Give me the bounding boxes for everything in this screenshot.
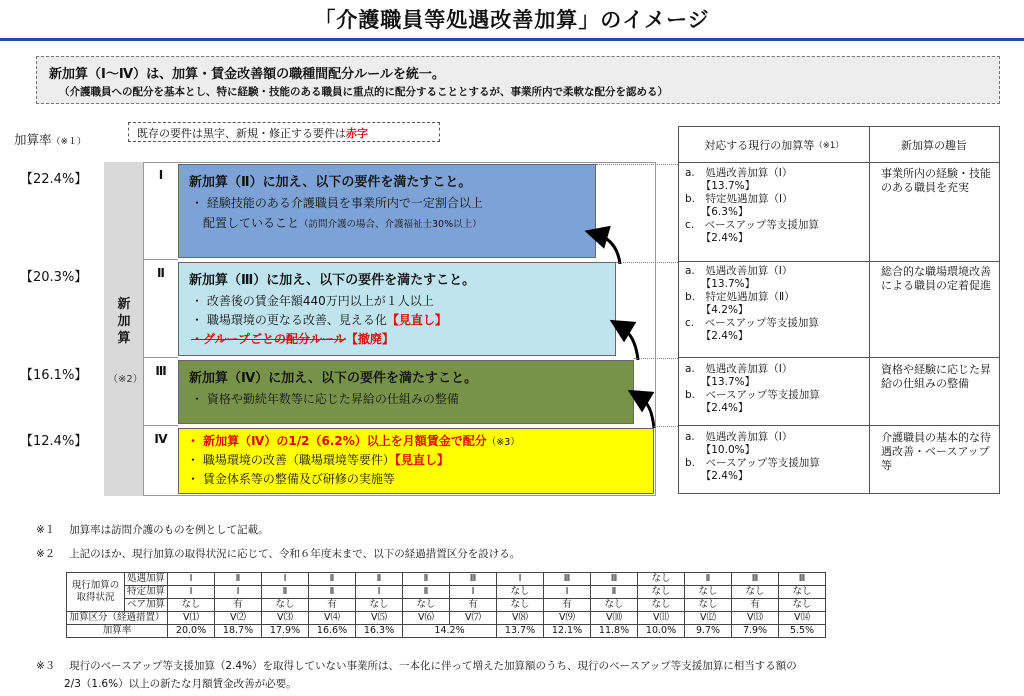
rtable-row2-current xyxy=(685,265,819,343)
rtable-row1-aim: 事業所内の経験・技能のある職員を充実 xyxy=(881,167,991,194)
status-cell: Ⅲ xyxy=(779,573,826,586)
rtable-row4-aim: 介護職員の基本的な待遇改善・ベースアップ等 xyxy=(881,431,991,472)
status-cell: なし xyxy=(732,586,779,599)
rate-cell: 20.0% xyxy=(168,625,215,638)
status-cell: Ⅰ xyxy=(450,586,497,599)
status-cell: Ⅰ xyxy=(168,586,215,599)
tier-2-bullet-1: ・ 改善後の賃金年額440万円以上が１人以上 xyxy=(191,294,434,308)
r4c2: b. ベースアップ等支援加算 xyxy=(685,457,820,469)
status-cell: Ⅴ⑾ xyxy=(638,612,685,625)
rtable-hline-1 xyxy=(679,261,999,262)
tier-2-box xyxy=(178,262,616,356)
r2c1: 【13.7%】 xyxy=(685,278,756,290)
r2c3: 【4.2%】 xyxy=(685,304,749,316)
status-cell: Ⅴ⑽ xyxy=(591,612,638,625)
current-addition-table xyxy=(678,126,1000,494)
status-cell: Ⅰ xyxy=(215,586,262,599)
tier-4-revise: 【見直し】 xyxy=(394,453,449,467)
rtable-h1: 対応する現行の加算等 xyxy=(704,138,815,152)
rate-cell: 12.1% xyxy=(544,625,591,638)
arrow-4-to-3 xyxy=(638,396,654,428)
status-cell: Ⅱ xyxy=(403,573,450,586)
status-cell: Ⅲ xyxy=(544,573,591,586)
rtable-row1-current xyxy=(685,167,819,245)
status-cell: 有 xyxy=(309,599,356,612)
r1c0: a. 処遇改善加算（Ⅰ） xyxy=(685,167,793,179)
status-cell: なし xyxy=(685,586,732,599)
status-cell: 有 xyxy=(450,599,497,612)
r1c2: b. 特定処遇加算（Ⅰ） xyxy=(685,193,793,205)
status-cell: Ⅱ xyxy=(309,573,356,586)
status-cell: Ⅱ xyxy=(262,586,309,599)
tier-2-bullet-2 xyxy=(191,312,447,329)
status-cell: なし xyxy=(638,586,685,599)
legend-text: 既存の要件は黒字、新規・修正する要件は xyxy=(137,127,346,140)
status-cell: なし xyxy=(779,586,826,599)
status-cell: Ⅴ⑵ xyxy=(215,612,262,625)
rate-tier3: 【16.1%】 xyxy=(20,368,88,383)
tier-3-box xyxy=(178,360,634,424)
tier-2-bullet-3 xyxy=(191,331,394,348)
summary-line1: 新加算（Ⅰ～Ⅳ）は、加算・賃金改善額の職種間配分ルールを統一。 xyxy=(49,67,445,82)
roman-2: Ⅱ xyxy=(144,260,178,358)
rate-label-text: 加算率 xyxy=(14,132,52,147)
tier-3-bullet-1: ・ 資格や勤続年数等に応じた昇給の仕組みの整備 xyxy=(191,392,459,406)
footnote-3b: 2/3（1.6%）以上の新たな月額賃金改善が必要。 xyxy=(64,678,297,690)
status-cell: Ⅴ⑸ xyxy=(356,612,403,625)
r4c3: 【2.4%】 xyxy=(685,470,749,482)
tier-2-revise: 【見直し】 xyxy=(386,313,447,327)
roman-1: Ⅰ xyxy=(144,162,178,260)
tier-1-bullet-2 xyxy=(191,215,482,233)
status-cell: Ⅰ xyxy=(544,586,591,599)
rtable-row3-aim: 資格や経験に応じた昇給の仕組みの整備 xyxy=(881,363,991,390)
dot-line-2 xyxy=(616,262,678,263)
rate-cell: 7.9% xyxy=(732,625,779,638)
status-row xyxy=(67,599,826,612)
r3c1: 【13.7%】 xyxy=(685,376,756,388)
footnote-1: ※１ 加算率は訪問介護のものを例として記載。 xyxy=(36,524,269,536)
footnote-2: ※２ 上記のほか、現行加算の取得状況に応じて、令和６年度末まで、以下の経過措置区分を設ける。 xyxy=(36,548,521,560)
tier-4-red-note: （※3） xyxy=(486,437,520,448)
rate-cell: 17.9% xyxy=(262,625,309,638)
status-cell: なし xyxy=(403,599,450,612)
arrow-3-to-2 xyxy=(620,326,638,360)
rate-label-note: （※１） xyxy=(51,137,87,147)
status-cell: なし xyxy=(497,586,544,599)
r2c2: b. 特定処遇加算（Ⅱ） xyxy=(685,291,795,303)
title-underline xyxy=(0,38,1024,41)
status-cell: なし xyxy=(168,599,215,612)
transition-table xyxy=(66,572,826,638)
status-group-label: 現行加算の取得状況 xyxy=(67,573,125,612)
rate-cell: 14.2% xyxy=(403,625,497,638)
status-cell: 有 xyxy=(732,599,779,612)
status-cell: Ⅱ xyxy=(309,586,356,599)
status-cell: Ⅰ xyxy=(168,573,215,586)
status-row xyxy=(67,625,826,638)
rate-cell: 10.0% xyxy=(638,625,685,638)
r3c3: 【2.4%】 xyxy=(685,402,749,414)
tier-4-red-text: ・ 新加算（Ⅳ）の1/2（6.2%）以上を月額賃金で配分 xyxy=(187,434,487,448)
status-cell: なし xyxy=(591,599,638,612)
status-cell: Ⅴ⑶ xyxy=(262,612,309,625)
rate-cell: 16.6% xyxy=(309,625,356,638)
rtable-h1-note: （※1） xyxy=(814,140,844,151)
dot-line-1 xyxy=(596,164,678,165)
r3c2: b. ベースアップ等支援加算 xyxy=(685,389,820,401)
tier-1-bullet-2-text: 配置していること xyxy=(191,216,300,230)
rate-tier2: 【20.3%】 xyxy=(20,270,88,285)
status-cell: Ⅴ⑿ xyxy=(685,612,732,625)
rate-cell: 9.7% xyxy=(685,625,732,638)
tier-4-bullet-1 xyxy=(187,452,449,469)
status-cell: Ⅱ xyxy=(215,573,262,586)
status-cell: Ⅴ⑺ xyxy=(450,612,497,625)
status-row xyxy=(67,573,826,586)
side-note: （※2） xyxy=(108,374,143,385)
rate-cell: 13.7% xyxy=(497,625,544,638)
side-label: 新加算 xyxy=(117,297,131,346)
status-cell: Ⅲ xyxy=(732,573,779,586)
rtable-row4-current xyxy=(685,431,820,483)
status-cell: なし xyxy=(638,599,685,612)
rtable-row3-current xyxy=(685,363,820,415)
rtable-hline-2 xyxy=(679,357,999,358)
status-cell: Ⅴ⑹ xyxy=(403,612,450,625)
status-cell: Ⅴ⑼ xyxy=(544,612,591,625)
summary-box xyxy=(36,56,1000,104)
tier-2-bullet-2-text: ・ 職場環境の更なる改善、見える化 xyxy=(191,313,387,327)
tier-1-bullet-1: ・ 経験技能のある介護職員を事業所内で一定割合以上 xyxy=(191,196,483,210)
status-cell: 有 xyxy=(215,599,262,612)
summary-line2: （介護職員への配分を基本とし、特に経験・技能のある職員に重点的に配分することとするが、事業所内で柔軟な配分を認める） xyxy=(59,86,668,98)
r2c0: a. 処遇改善加算（Ⅰ） xyxy=(685,265,793,277)
dot-line-3 xyxy=(634,358,678,359)
status-row xyxy=(67,612,826,625)
tier-2-abolish: 【撤廃】 xyxy=(345,332,394,346)
status-cell: Ⅴ⑷ xyxy=(309,612,356,625)
status-cell: Ⅴ⒀ xyxy=(732,612,779,625)
status-row-label: 加算率 xyxy=(67,625,168,638)
status-cell: なし xyxy=(356,599,403,612)
rate-tier1: 【22.4%】 xyxy=(20,172,88,187)
status-cell: Ⅴ⒁ xyxy=(779,612,826,625)
r2c4: c. ベースアップ等支援加算 xyxy=(685,317,819,329)
tier-1-box xyxy=(178,164,596,258)
r4c0: a. 処遇改善加算（Ⅰ） xyxy=(685,431,793,443)
roman-3: Ⅲ xyxy=(144,358,178,426)
r2c5: 【2.4%】 xyxy=(685,330,749,342)
status-cell: Ⅰ xyxy=(497,573,544,586)
arrow-2-to-1 xyxy=(596,234,620,264)
status-cell: Ⅴ⑻ xyxy=(497,612,544,625)
status-cell: 有 xyxy=(544,599,591,612)
rate-cell: 16.3% xyxy=(356,625,403,638)
tier-1-note: （訪問介護の場合、介護福祉士30%以上） xyxy=(299,219,482,230)
status-cell: Ⅱ xyxy=(591,586,638,599)
tier-4-bullet-2: ・ 賃金体系等の整備及び研修の実施等 xyxy=(187,472,395,486)
rtable-header-current xyxy=(679,127,869,163)
rate-cell: 18.7% xyxy=(215,625,262,638)
rate-tier4: 【12.4%】 xyxy=(20,434,88,449)
status-cell: Ⅲ xyxy=(591,573,638,586)
status-cell: なし xyxy=(779,599,826,612)
roman-4: Ⅳ xyxy=(154,432,168,446)
status-cell: Ⅴ⑴ xyxy=(168,612,215,625)
status-cell: Ⅱ xyxy=(356,573,403,586)
r1c1: 【13.7%】 xyxy=(685,180,756,192)
upgrade-arrows xyxy=(580,214,670,434)
status-cell: なし xyxy=(685,599,732,612)
rtable-hline-3 xyxy=(679,425,999,426)
dot-line-4 xyxy=(654,426,678,427)
status-cell: Ⅱ xyxy=(403,586,450,599)
rate-cell: 5.5% xyxy=(779,625,826,638)
rate-label xyxy=(14,130,86,148)
legend-red-text: 赤字 xyxy=(346,127,368,140)
status-cell: なし xyxy=(497,599,544,612)
legend-box xyxy=(128,122,440,142)
tier-4-box xyxy=(178,428,654,494)
rtable-header-aim: 新加算の趣旨 xyxy=(869,127,999,163)
status-cell: なし xyxy=(638,573,685,586)
r3c0: a. 処遇改善加算（Ⅰ） xyxy=(685,363,793,375)
footnote-3a: ※３ 現行のベースアップ等支援加算（2.4%）を取得していない事業所は、一本化に伴って増えた加算額のうち、現行のベースアップ等支援加算に相当する額の xyxy=(36,660,797,672)
status-cell: なし xyxy=(262,599,309,612)
tier-1-header: 新加算（Ⅱ）に加え、以下の要件を満たすこと。 xyxy=(189,175,472,190)
status-cell: Ⅲ xyxy=(450,573,497,586)
status-row-label: 処遇加算 xyxy=(125,573,168,586)
status-cell: Ⅱ xyxy=(685,573,732,586)
status-row-label: ベア加算 xyxy=(125,599,168,612)
page-title: 「介護職員等処遇改善加算」のイメージ xyxy=(314,8,710,32)
tier-3-header: 新加算（Ⅳ）に加え、以下の要件を満たすこと。 xyxy=(189,371,478,386)
status-row xyxy=(67,586,826,599)
r1c3: 【6.3%】 xyxy=(685,206,749,218)
tier-4-bullet-1-text: ・ 職場環境の改善（職場環境等要件） xyxy=(187,453,395,467)
r1c4: c. ベースアップ等支援加算 xyxy=(685,219,819,231)
tier-2-strike: ・グループごとの配分ルール xyxy=(191,332,346,346)
rtable-vline xyxy=(869,127,870,493)
status-cell: Ⅰ xyxy=(356,586,403,599)
r1c5: 【2.4%】 xyxy=(685,232,749,244)
rate-cell: 11.8% xyxy=(591,625,638,638)
rtable-row2-aim: 総合的な職場環境改善による職員の定着促進 xyxy=(881,265,991,292)
status-row-label: 加算区分（経過措置） xyxy=(67,612,168,625)
status-cell: Ⅰ xyxy=(262,573,309,586)
status-row-label: 特定加算 xyxy=(125,586,168,599)
tier-4-red-bullet xyxy=(187,433,520,451)
r4c1: 【10.0%】 xyxy=(685,444,756,456)
tier-2-header: 新加算（Ⅲ）に加え、以下の要件を満たすこと。 xyxy=(189,273,476,288)
